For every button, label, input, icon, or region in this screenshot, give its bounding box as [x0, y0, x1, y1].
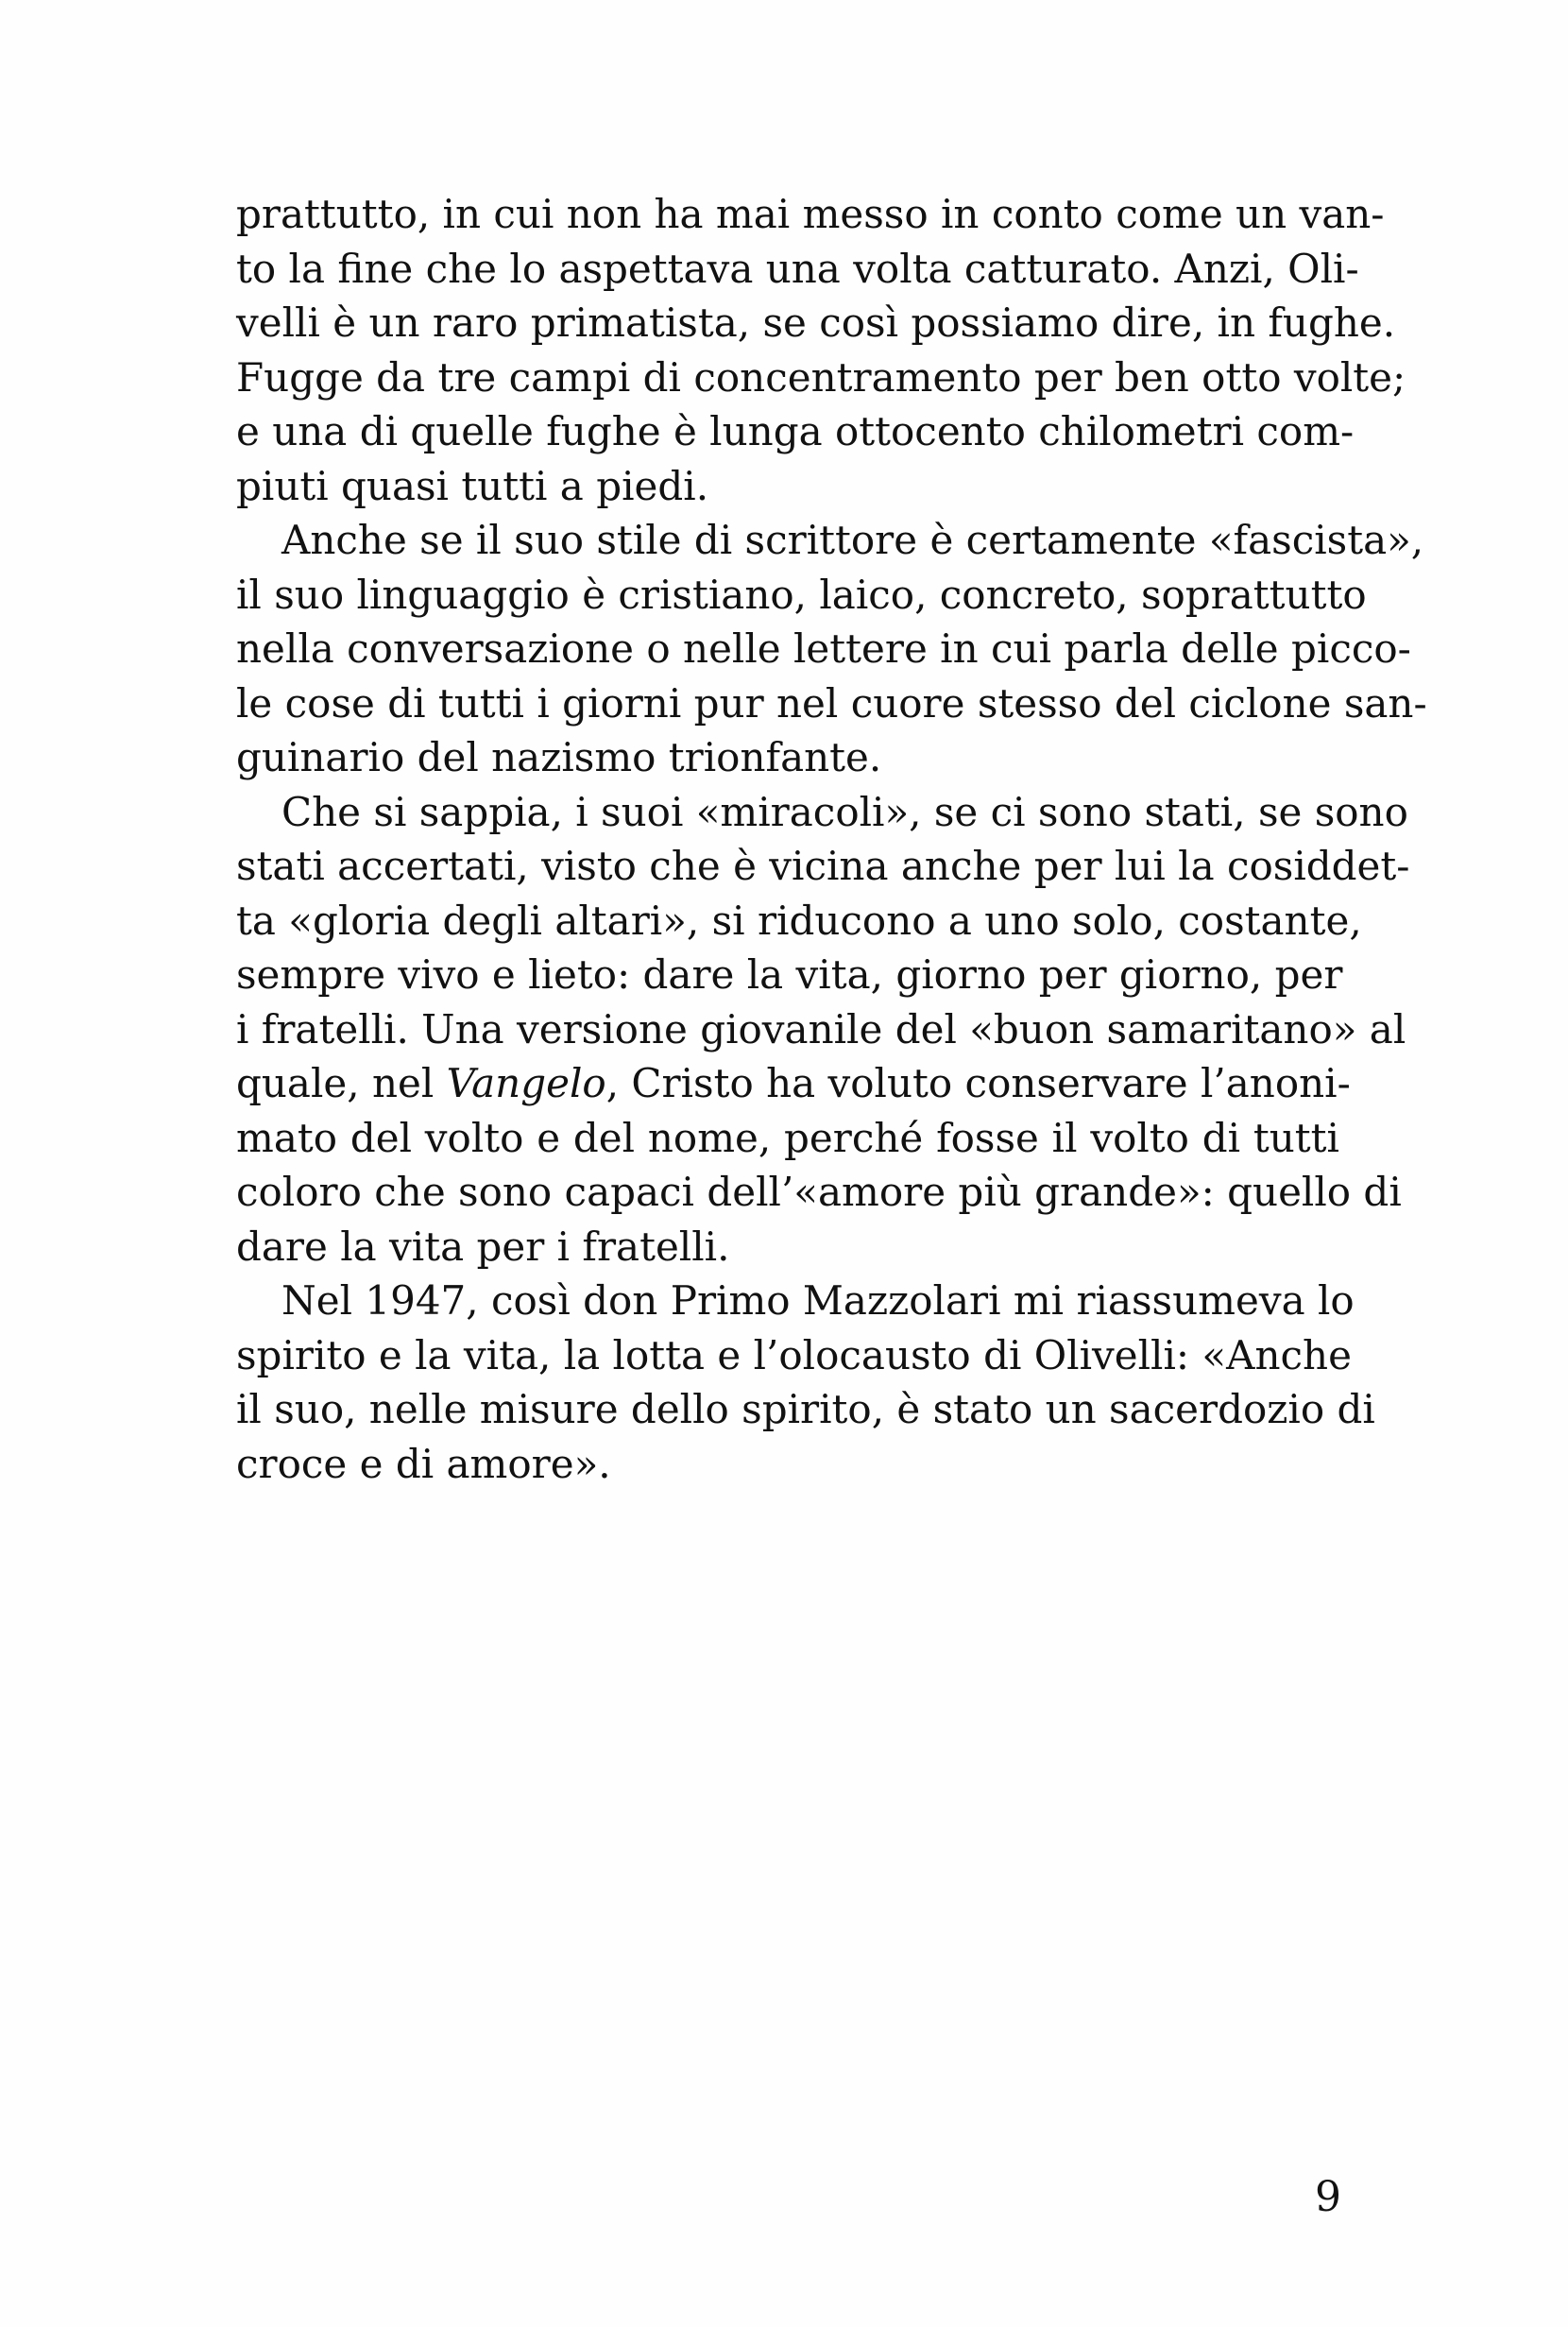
text-line: coloro che sono capaci dell’«amore più grande»: quello di	[236, 1169, 1402, 1215]
text-line: prattutto, in cui non ha mai messo in conto come un van-	[236, 191, 1385, 237]
text-line: Nel 1947, così don Primo Mazzolari mi riassumeva lo	[281, 1277, 1355, 1324]
text-line: croce e di amore».	[236, 1440, 611, 1487]
text-line: to la fine che lo aspettava una volta catturato. Anzi, Oli-	[236, 245, 1359, 292]
paragraph-4	[236, 1274, 1375, 1491]
text-line: i fratelli. Una versione giovanile del «buon samaritano» al	[236, 1005, 1406, 1052]
text-segment: quale, nel	[236, 1060, 447, 1106]
text-line: sempre vivo e lieto: dare la vita, giorno per giorno, per	[236, 951, 1343, 998]
text-line: mato del volto e del nome, perché fosse il volto di tutti	[236, 1114, 1339, 1161]
text-segment: , Cristo ha voluto conservare l’anoni-	[605, 1060, 1351, 1106]
text-line: il suo, nelle misure dello spirito, è stato un sacerdozio di	[236, 1386, 1375, 1432]
text-line: ta «gloria degli altari», si riducono a uno solo, costante,	[236, 897, 1362, 944]
text-line: Che si sappia, i suoi «miracoli», se ci sono stati, se sono	[281, 788, 1408, 835]
text-line: le cose di tutti i giorni pur nel cuore stesso del ciclone san-	[236, 679, 1427, 727]
paragraph-1	[236, 187, 1406, 513]
text-line: velli è un raro primatista, se così possiamo dire, in fughe.	[236, 299, 1396, 346]
text-line: il suo linguaggio è cristiano, laico, concreto, soprattutto	[236, 571, 1367, 618]
text-line: stati accertati, visto che è vicina anche per lui la cosiddet-	[236, 843, 1410, 889]
text-line: dare la vita per i fratelli.	[236, 1223, 730, 1270]
page-number: 9	[1315, 2173, 1341, 2221]
text-line-with-italic	[236, 1056, 1351, 1111]
text-line: piuti quasi tutti a piedi.	[236, 462, 709, 509]
text-line: Anche se il suo stile di scrittore è certamente «fascista»,	[281, 517, 1424, 563]
paragraph-2	[236, 513, 1427, 785]
body-text	[236, 187, 1427, 1491]
text-line: guinario del nazismo trionfante.	[236, 734, 882, 780]
italic-title: Vangelo	[446, 1060, 606, 1106]
paragraph-3	[236, 785, 1410, 1275]
text-line: Fugge da tre campi di concentramento per ben otto volte;	[236, 353, 1406, 401]
text-line: nella conversazione o nelle lettere in cui parla delle picco-	[236, 625, 1411, 672]
text-line: e una di quelle fughe è lunga ottocento chilometri com-	[236, 408, 1355, 454]
text-line: spirito e la vita, la lotta e l’olocausto di Olivelli: «Anche	[236, 1331, 1352, 1378]
